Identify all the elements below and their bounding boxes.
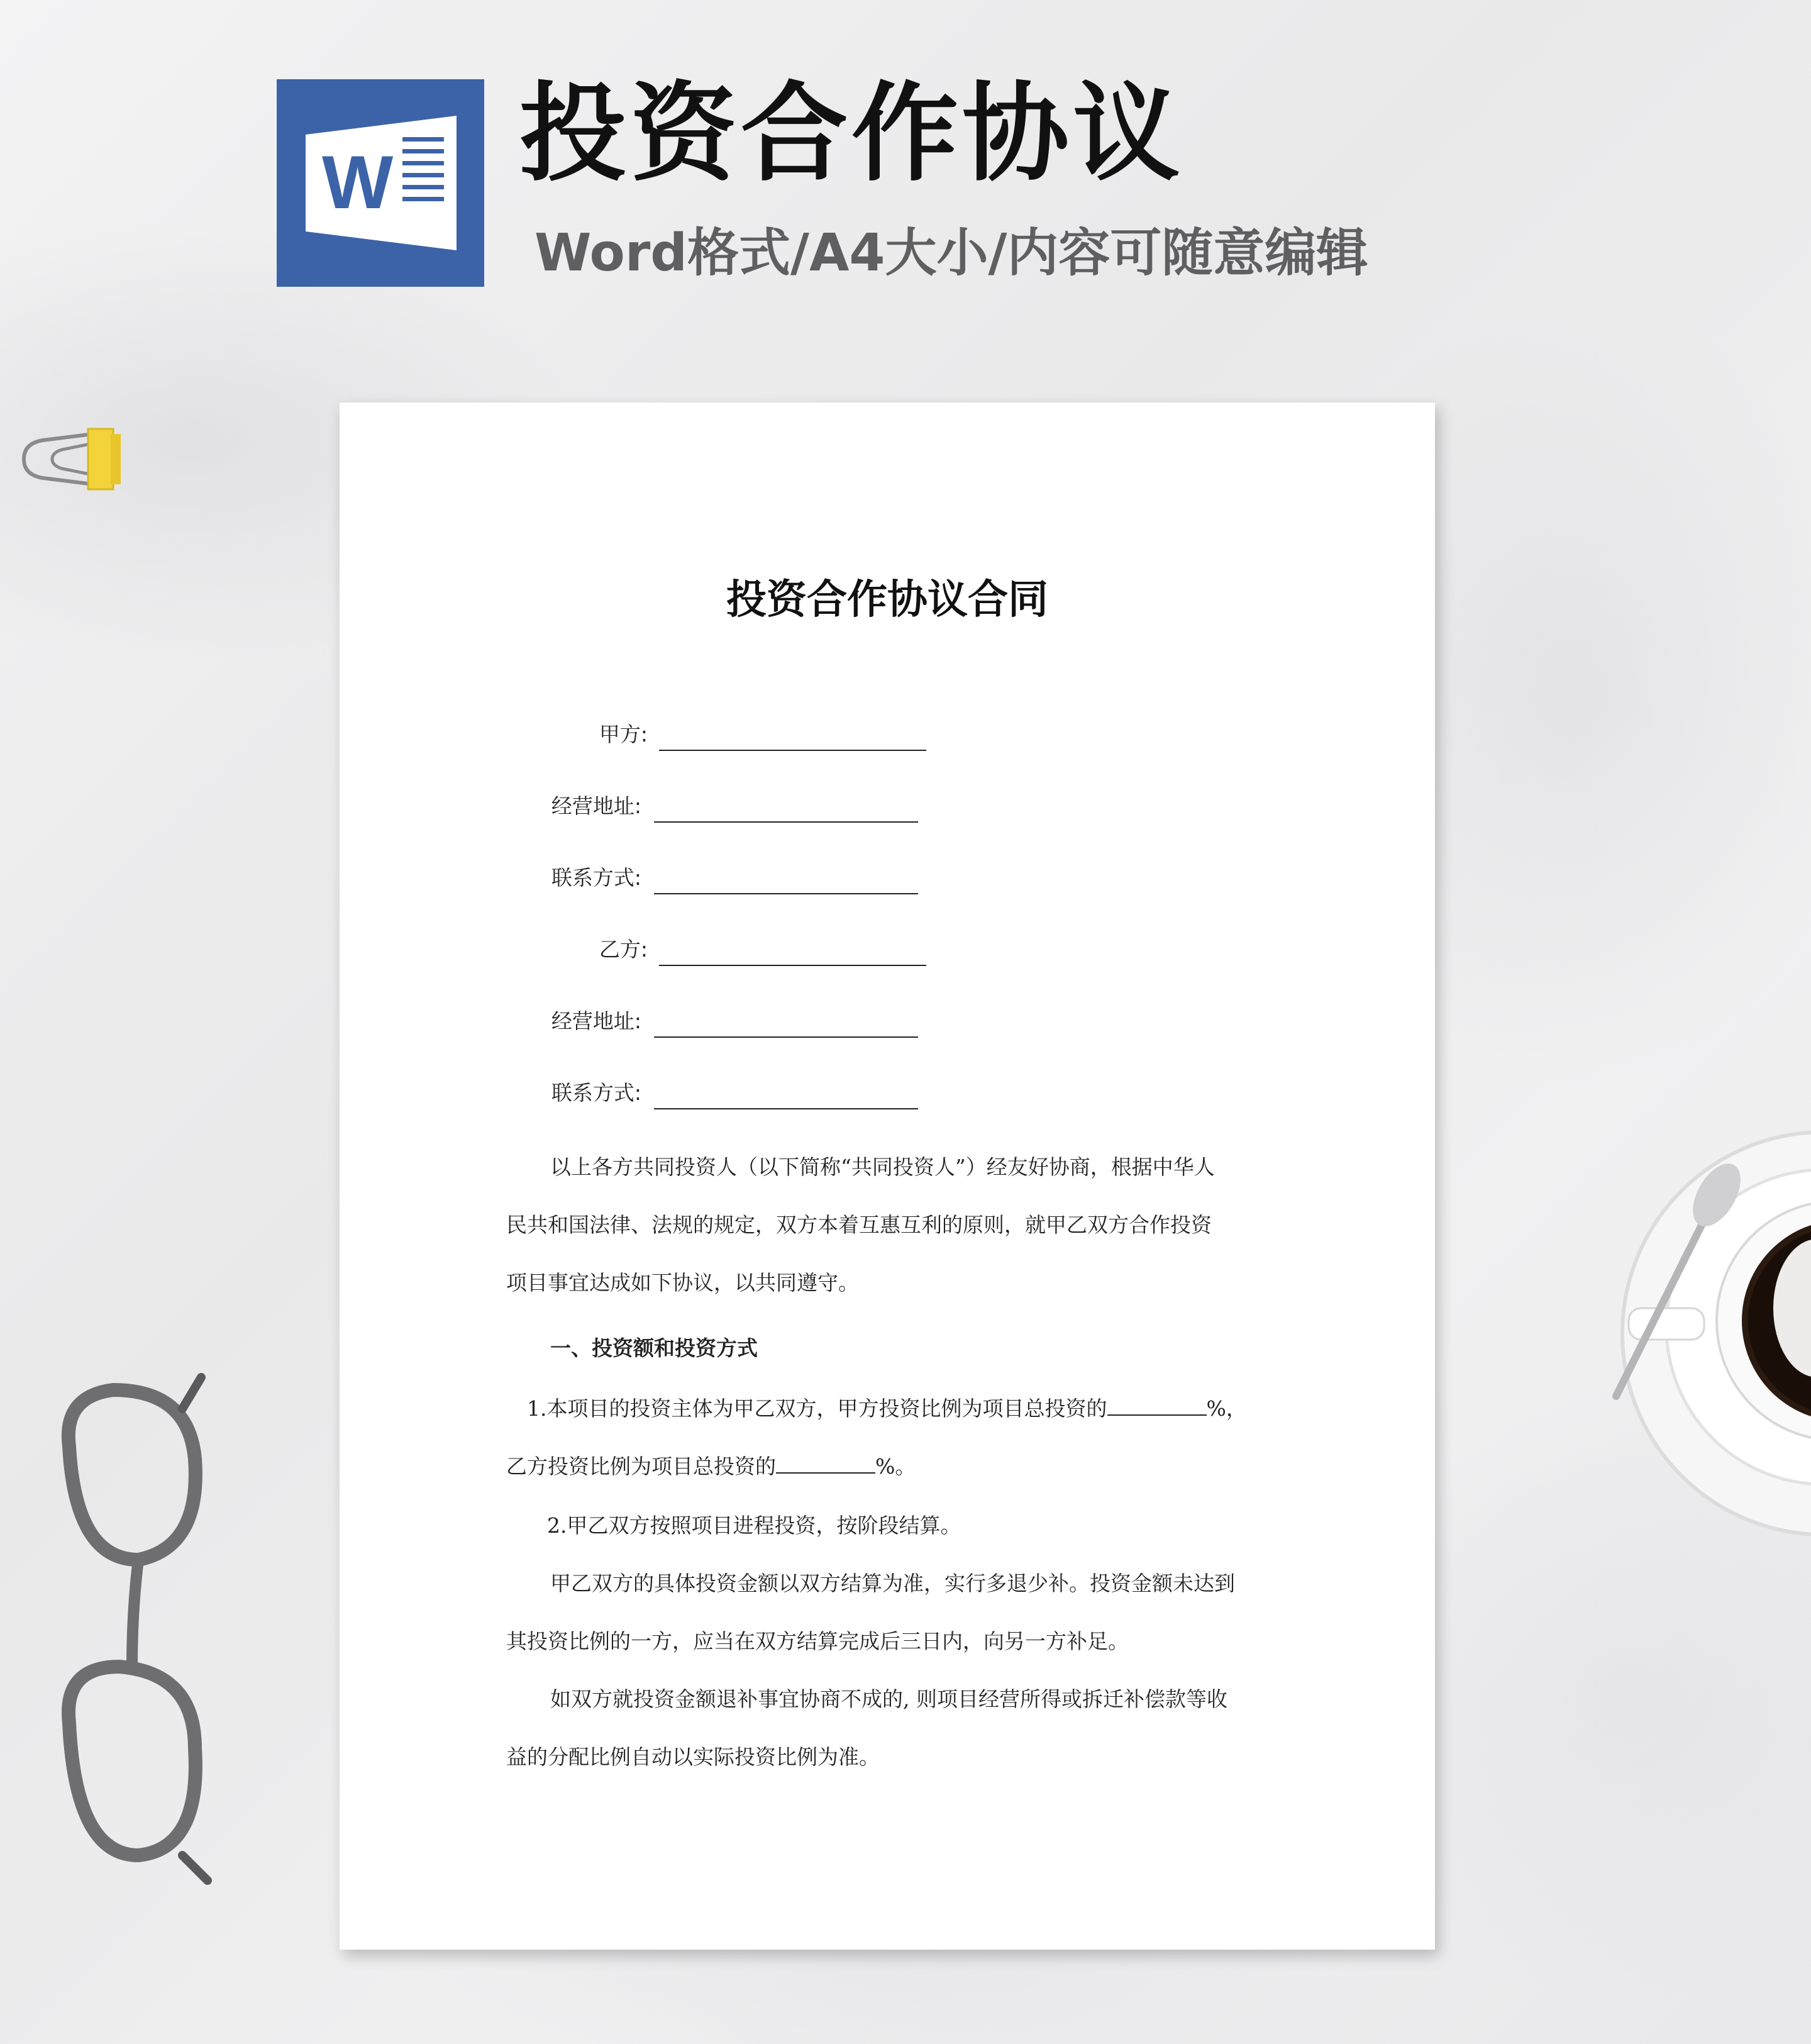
header-title: 投资合作协议 bbox=[519, 72, 1184, 196]
party-a-contact-label: 联系方式: bbox=[551, 865, 641, 890]
binder-clip-icon bbox=[18, 415, 131, 503]
word-logo-letter: W bbox=[322, 140, 394, 225]
item-2: 2.甲乙双方按照项目进程投资，按阶段结算。 bbox=[547, 1513, 961, 1538]
party-a-contact-blank[interactable] bbox=[654, 893, 918, 894]
word-logo-lines bbox=[402, 137, 444, 209]
coffee-cup-icon bbox=[1597, 1119, 1811, 1547]
party-a-label: 甲方: bbox=[599, 722, 648, 747]
party-a-address-blank[interactable] bbox=[654, 821, 918, 823]
para-4-line-1: 如双方就投资金额退补事宜协商不成的, 则项目经营所得或拆迁补偿款等收 bbox=[550, 1687, 1227, 1711]
party-b-label: 乙方: bbox=[599, 937, 648, 962]
party-b-blank[interactable] bbox=[659, 965, 926, 966]
header-subtitle: Word格式/A4大小/内容可随意编辑 bbox=[534, 223, 1368, 283]
document-page bbox=[340, 403, 1435, 1950]
party-b-address-label: 经营地址: bbox=[551, 1009, 641, 1033]
para-3-line-2: 其投资比例的一方，应当在双方结算完成后三日内，向另一方补足。 bbox=[506, 1629, 1129, 1653]
party-a-ratio-blank[interactable] bbox=[1107, 1396, 1207, 1416]
para-3-line-1: 甲乙双方的具体投资金额以双方结算为准，实行多退少补。投资金额未达到 bbox=[550, 1571, 1235, 1596]
party-b-address-blank[interactable] bbox=[654, 1036, 918, 1038]
word-logo-icon bbox=[277, 79, 484, 287]
party-b-ratio-blank[interactable] bbox=[776, 1453, 875, 1474]
section-1-heading: 一、投资额和投资方式 bbox=[550, 1336, 758, 1360]
party-b-contact-blank[interactable] bbox=[654, 1108, 918, 1109]
intro-line-3: 项目事宜达成如下协议，以共同遵守。 bbox=[506, 1270, 859, 1295]
party-b-contact-label: 联系方式: bbox=[551, 1080, 641, 1105]
intro-line-2: 民共和国法律、法规的规定，双方本着互惠互利的原则，就甲乙双方合作投资 bbox=[506, 1213, 1212, 1237]
eyeglasses-icon bbox=[57, 1371, 220, 1912]
para-4-line-2: 益的分配比例自动以实际投资比例为准。 bbox=[506, 1745, 880, 1769]
item-1-line-b: 乙方投资比例为项目总投资的 %。 bbox=[506, 1454, 916, 1479]
item-1-line-a: 1.本项目的投资主体为甲乙双方，甲方投资比例为项目总投资的 %， bbox=[527, 1396, 1247, 1421]
document-title: 投资合作协议合同 bbox=[726, 577, 1048, 623]
party-a-blank[interactable] bbox=[659, 750, 926, 751]
party-a-address-label: 经营地址: bbox=[551, 794, 641, 818]
intro-line-1: 以上各方共同投资人（以下简称“共同投资人”）经友好协商，根据中华人 bbox=[550, 1155, 1215, 1179]
